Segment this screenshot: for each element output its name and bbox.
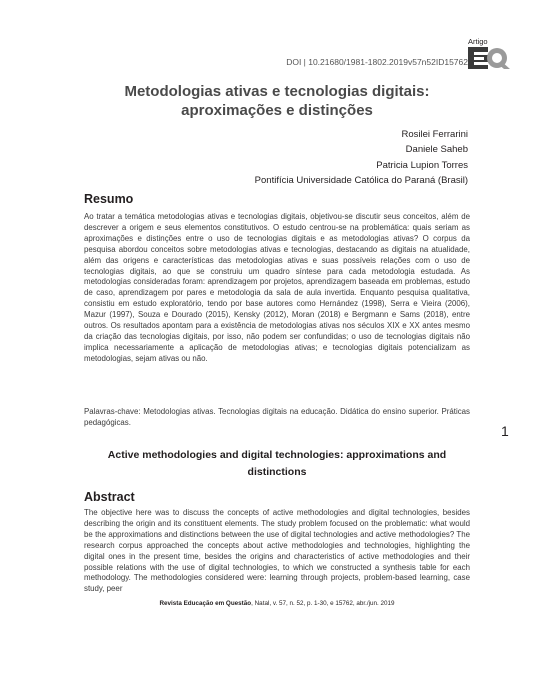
- author: Patricia Lupion Torres: [376, 159, 468, 171]
- abstract-text: The objective here was to discuss the concepts of active methodologies and digital technologies, besides describing the origin and its constituent elements. The study problem focused on the problematic: what would be the approximations and distinctions between the use of digital technologies and active methodologies? The research corpus approached the concepts about active methodologies and technologies, highlighting the digital ones in the present time, besides the origins and characteristics of active methodologies and their possible relations with the use of digital technologies, to which we constructed a synthesis table for each methodology. The methodologies considered were: learning through projects, problem-based learning, case study, peer: [84, 508, 470, 594]
- author: Rosilei Ferrarini: [401, 129, 468, 140]
- title-main: Metodologias ativas e tecnologias digitais: [124, 83, 425, 100]
- affiliation: Pontifícia Universidade Católica do Paraná (Brasil): [254, 174, 468, 186]
- footer-citation: [84, 600, 470, 607]
- section-label: Artigo: [468, 37, 488, 46]
- english-title: [84, 447, 470, 481]
- resumo-heading: Resumo: [84, 192, 134, 206]
- abstract-heading: Abstract: [84, 490, 135, 504]
- journal-logo: [468, 47, 510, 69]
- footer-details: , Natal, v. 57, n. 52, p. 1-30, e 15762, abr./jun. 2019: [251, 600, 395, 607]
- doi: DOI | 10.21680/1981-1802.2019v57n52ID15762: [286, 57, 468, 67]
- keywords: Palavras-chave: Metodologias ativas. Tecnologias digitais na educação. Didática do ensino superior. Práticas pedagógicas.: [84, 407, 470, 427]
- page-number: 1: [501, 423, 509, 439]
- author-list: [255, 127, 468, 188]
- english-title-sub: : approximations and distinctions: [247, 449, 447, 478]
- english-title-main: Active methodologies and digital technologies: [107, 449, 340, 461]
- article-title: [84, 82, 470, 120]
- footer-journal: Revista Educação em Questão: [159, 600, 252, 607]
- title-sub: : aproximações e distinções: [181, 83, 430, 119]
- resumo-text: Ao tratar a temática metodologias ativas e tecnologias digitais, objetivou-se discutir seus conceitos, além de descrever a origem e seus elementos constitutivos. O estudo centrou-se na problemática: quais seriam as aproximações e distinções entre o uso de tecnologias digitais e as metodologias ativas? O corpus da pesquisa abordou conceitos sobre metodologias ativas e tecnologias, destacando as digitais na atualidade, além das origens e características das metodologias ativas e suas possíveis relações com o uso de tecnologias digitais, ao que se construiu um quadro síntese para cada metodologia estudada. As metodologias consideradas foram: aprendizagem por projetos, aprendizagem baseada em problemas, estudo de caso, aprendizagem por pares e metodologia da sala de aula invertida. Enquanto pesquisa qualitativa, consistiu em estudo exploratório, tendo por base autores como Hernández (1998), Serra e Vieira (2006), Mazur (1997), Souza e Dourado (2015), Kensky (2012), Moran (2018) e Bergmann e Sams (2018), entre outros. Os resultados apontam para a existência de metodologias ativas nos séculos XIX e XX antes mesmo da criação das tecnologias digitais, por isso, não podem ser confundidas; o uso de tecnologias digitais não implica necessariamente a aplicação de metodologias ativas; e tecnologias digitais potencializam as metodologias, sejam ativas ou não.: [84, 212, 470, 363]
- author: Daniele Saheb: [405, 144, 468, 156]
